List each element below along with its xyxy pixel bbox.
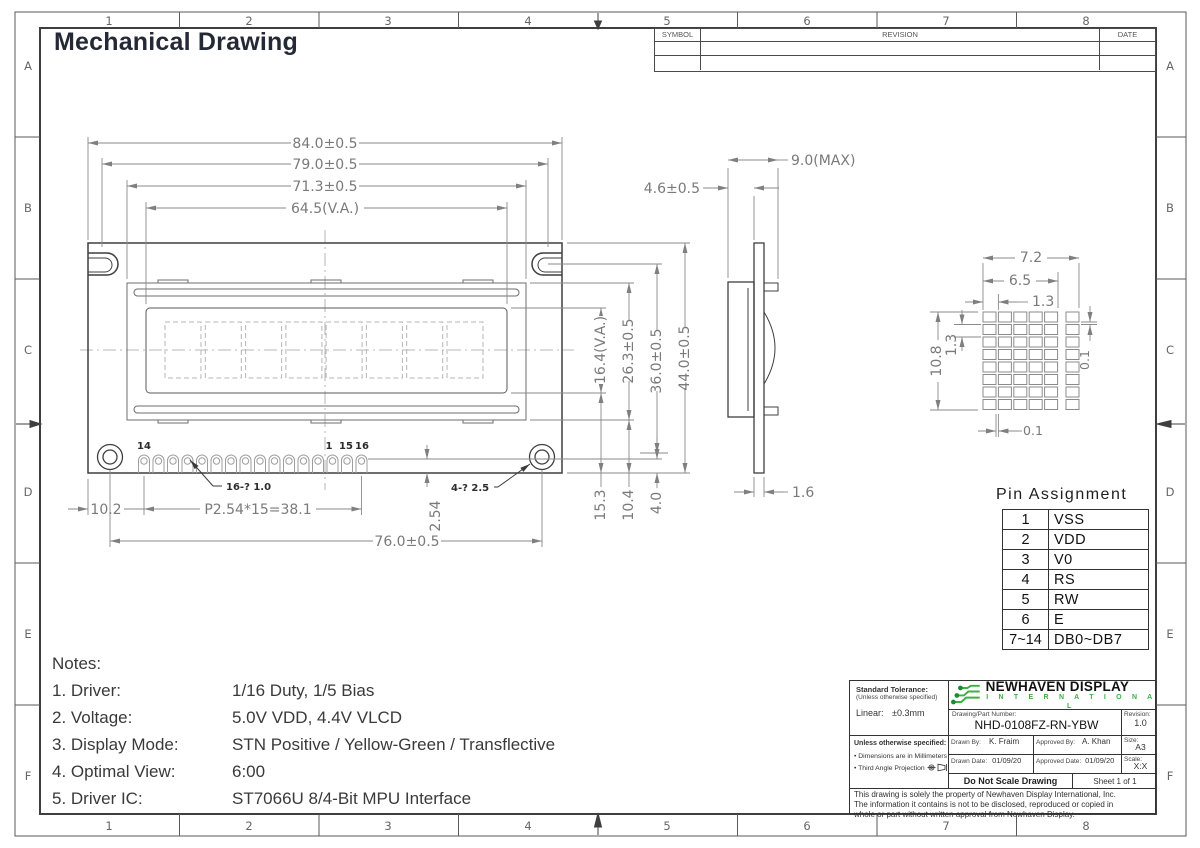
brand-subtitle: I N T E R N A T I O N A L: [986, 693, 1157, 710]
revision-cell: Revision: 1.0: [1121, 710, 1157, 736]
company-logo: [949, 678, 1157, 710]
svg-text:7: 7: [942, 819, 950, 833]
svg-text:1: 1: [105, 819, 113, 833]
svg-text:84.0±0.5: 84.0±0.5: [292, 136, 358, 152]
side-dimension-labels: [644, 153, 856, 501]
svg-text:F: F: [1166, 769, 1174, 783]
revision-header: REVISION: [882, 30, 918, 39]
svg-text:4.6±0.5: 4.6±0.5: [643, 181, 700, 197]
svg-text:F: F: [24, 769, 32, 783]
notes-heading: Notes:: [52, 654, 102, 673]
approved-by-cell: Approved By: A. Khan: [1033, 736, 1121, 755]
svg-text:4-? 2.5: 4-? 2.5: [451, 483, 490, 494]
side-view: [728, 243, 778, 473]
table-row: 1 VSS: [1003, 510, 1149, 530]
svg-text:5: 5: [663, 819, 671, 833]
pin-assignment: [996, 486, 1149, 650]
revision-empty-row: [655, 56, 1155, 70]
svg-text:9.0(MAX): 9.0(MAX): [791, 153, 856, 169]
svg-text:A: A: [1166, 59, 1174, 73]
svg-text:1.3: 1.3: [944, 333, 960, 357]
svg-text:3: 3: [384, 819, 392, 833]
revision-value: 1.0: [1134, 718, 1147, 728]
table-row: 5 RW: [1003, 590, 1149, 610]
svg-text:10.4: 10.4: [621, 489, 637, 521]
svg-text:E: E: [24, 627, 32, 641]
table-row: 4 RS: [1003, 570, 1149, 590]
svg-text:8: 8: [1082, 14, 1090, 28]
table-row: 6 E: [1003, 610, 1149, 630]
svg-text:D: D: [23, 485, 33, 499]
svg-text:C: C: [1165, 343, 1175, 357]
pin-number-labels: [137, 441, 369, 452]
pin-pads: [139, 455, 368, 473]
newhaven-logo-icon: [949, 683, 981, 707]
svg-text:7.2: 7.2: [1019, 250, 1043, 266]
svg-text:A: A: [24, 59, 32, 73]
note-item: 1. Driver: 1/16 Duty, 1/5 Bias: [52, 681, 375, 700]
notes-section: [52, 650, 555, 812]
part-number: NHD-0108FZ-RN-YBW: [974, 718, 1099, 732]
svg-text:D: D: [1165, 485, 1175, 499]
drawn-by-cell: Drawn By: K. Fraim: [949, 736, 1033, 755]
revision-table: [654, 28, 1156, 72]
svg-text:4.0: 4.0: [649, 491, 665, 515]
table-row: 2 VDD: [1003, 530, 1149, 550]
svg-text:79.0±0.5: 79.0±0.5: [292, 157, 358, 173]
svg-text:44.0±0.5: 44.0±0.5: [677, 325, 693, 391]
approved-date-value: 01/09/20: [1085, 756, 1115, 765]
approved-by-value: A. Khan: [1081, 737, 1111, 746]
svg-text:5: 5: [663, 14, 671, 28]
svg-text:10.8: 10.8: [929, 345, 945, 377]
svg-text:16.4(V.A.): 16.4(V.A.): [593, 315, 609, 385]
linear-label: Linear:: [856, 708, 884, 718]
svg-text:4: 4: [524, 14, 532, 28]
note-item: 4. Optimal View: 6:00: [52, 762, 266, 781]
svg-text:76.0±0.5: 76.0±0.5: [374, 534, 440, 550]
svg-text:6: 6: [803, 819, 811, 833]
svg-text:64.5(V.A.): 64.5(V.A.): [290, 201, 360, 217]
svg-text:71.3±0.5: 71.3±0.5: [292, 179, 358, 195]
svg-text:3: 3: [384, 14, 392, 28]
svg-text:2: 2: [245, 14, 253, 28]
svg-text:4: 4: [524, 819, 532, 833]
brand-name: NEWHAVEN DISPLAY: [985, 678, 1130, 694]
part-number-cell: Drawing/Part Number: NHD-0108FZ-RN-YBW: [949, 710, 1121, 736]
svg-text:15.3: 15.3: [593, 489, 609, 521]
do-not-scale-cell: Do Not Scale Drawing: [963, 776, 1058, 786]
note-item: 3. Display Mode: STN Positive / Yellow-Green / Transflective: [52, 735, 556, 754]
svg-text:B: B: [1166, 201, 1174, 215]
svg-text:1: 1: [105, 14, 113, 28]
table-row: 3 V0: [1003, 550, 1149, 570]
svg-text:16: 16: [355, 441, 369, 452]
third-angle-projection-icon: [927, 763, 947, 772]
size-value: A3: [1135, 742, 1146, 752]
scale-cell: Scale: X:X: [1121, 755, 1157, 774]
drawn-date-value: 01/09/20: [992, 756, 1022, 765]
tolerance-box: Standard Tolerance: (Unless otherwise specified) Linear: ±0.3mm: [850, 681, 949, 736]
svg-text:0.1: 0.1: [1077, 350, 1092, 370]
pin-assignment-table: [1002, 509, 1149, 650]
svg-text:C: C: [23, 343, 33, 357]
svg-text:0.1: 0.1: [1023, 423, 1043, 438]
pin-assignment-title: Pin Assignment: [996, 486, 1128, 503]
title-block: [849, 678, 1157, 820]
svg-text:14: 14: [137, 441, 151, 452]
svg-text:26.3±0.5: 26.3±0.5: [621, 318, 637, 384]
revision-symbol-header: SYMBOL: [655, 29, 701, 41]
linear-value: ±0.3mm: [892, 708, 925, 718]
svg-text:1.3: 1.3: [1032, 294, 1055, 310]
svg-text:6: 6: [803, 14, 811, 28]
front-dimension-labels: [90, 135, 693, 550]
drawn-date-cell: Drawn Date: 01/09/20: [949, 755, 1033, 774]
svg-text:10.2: 10.2: [90, 502, 122, 518]
page-title: Mechanical Drawing: [54, 28, 298, 56]
sheet-number-cell: Sheet 1 of 1: [1072, 774, 1157, 788]
size-cell: Size: A3: [1121, 736, 1157, 755]
svg-text:6.5: 6.5: [1008, 273, 1032, 289]
table-row: 7~14 DB0~DB7: [1003, 630, 1149, 650]
side-dimensions: [703, 160, 788, 497]
drawn-by-value: K. Fraim: [988, 737, 1020, 746]
units-box: Unless otherwise specified: • Dimensions are in Millimeters • Third Angle Projection: [850, 736, 949, 788]
svg-text:P2.54*15=38.1: P2.54*15=38.1: [204, 502, 312, 518]
approved-date-cell: Approved Date: 01/09/20: [1033, 755, 1121, 774]
note-item: 5. Driver IC: ST7066U 8/4-Bit MPU Interface: [52, 789, 472, 808]
scale-value: X:X: [1133, 761, 1148, 771]
svg-text:1: 1: [325, 441, 333, 452]
svg-text:36.0±0.5: 36.0±0.5: [649, 328, 665, 394]
dot-matrix-detail: [983, 312, 1079, 410]
revision-date-header: DATE: [1099, 29, 1155, 41]
svg-text:2.54: 2.54: [428, 500, 444, 532]
note-item: 2. Voltage: 5.0V VDD, 4.4V VLCD: [52, 708, 403, 727]
svg-text:15: 15: [339, 441, 353, 452]
svg-text:B: B: [24, 201, 32, 215]
svg-text:16-? 1.0: 16-? 1.0: [226, 482, 272, 493]
svg-text:8: 8: [1082, 819, 1090, 833]
revision-empty-row: [655, 42, 1155, 56]
svg-text:7: 7: [942, 14, 950, 28]
leader-callouts: [190, 460, 530, 494]
disclaimer: This drawing is solely the property of Newhaven Display International, Inc. The information it contains is not to be disclosed, reproduced or copied in whole or part without written approval from Newhaven Display.: [850, 788, 1155, 815]
svg-text:E: E: [1166, 627, 1174, 641]
svg-text:2: 2: [245, 819, 253, 833]
svg-text:1.6: 1.6: [792, 485, 815, 501]
